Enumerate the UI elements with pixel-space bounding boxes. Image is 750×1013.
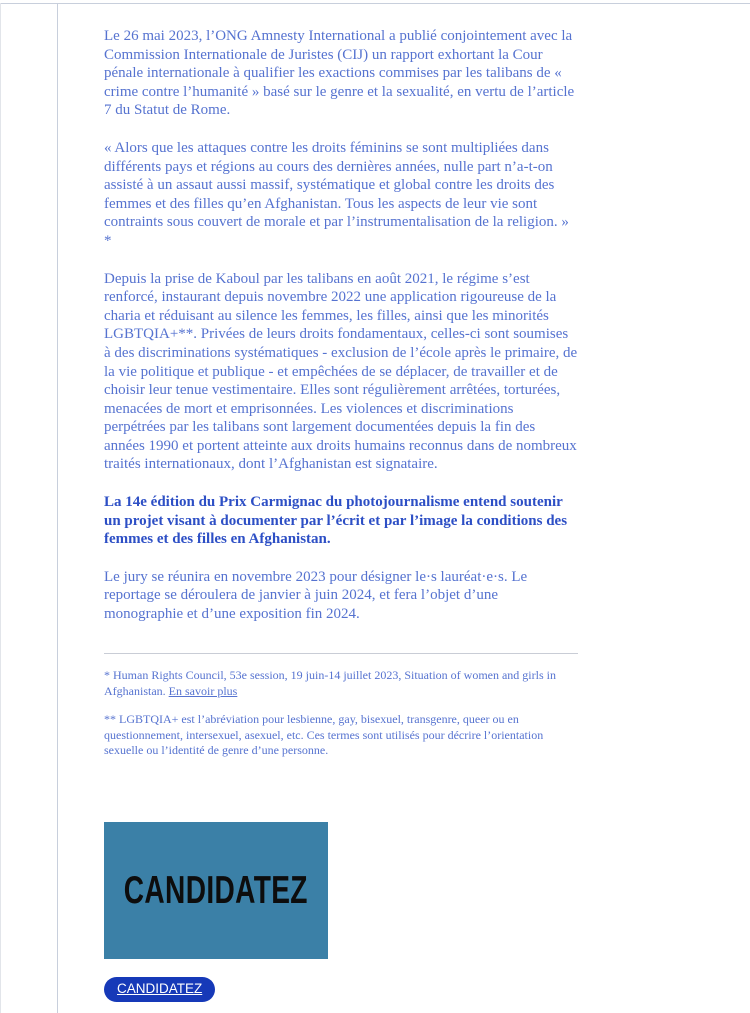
paragraph-quote: « Alors que les attaques contre les droits féminins se sont multipliées dans différents pays et régions au cours des dernières années, nulle part n’a-t-on assisté à un assaut aussi massif, systématique et global contre les droits des femmes et des filles qu’en Afghanistan. Tous les aspects de leur vie sont contraints sous couvert de morale et par l’instrumentalisation de la religion. » *: [104, 139, 569, 249]
en-savoir-plus-link[interactable]: En savoir plus: [168, 683, 238, 698]
candidatez-banner-image[interactable]: [104, 822, 328, 959]
paragraph-jury-schedule: Le jury se réunira en novembre 2023 pour désigner le·s lauréat·e·s. Le reportage se déroulera de janvier à juin 2024, et fera l’objet d’une monographie et d’une exposition fin 2024.: [104, 568, 528, 623]
footnote-2: ** LGBTQIA+ est l’abréviation pour lesbienne, gay, bisexuel, transgenre, queer ou en questionnement, intersexuel, asexuel, etc. Ces termes sont utilisés pour décrire l’orientation sexuelle ou l’identité de genre d’une personne.: [104, 712, 544, 758]
paragraph-prize-announcement: La 14e édition du Prix Carmignac du photojournalisme entend soutenir un projet visant à documenter par l’écrit et par l’image la conditions des femmes et des filles en Afghanistan.: [104, 494, 568, 548]
paragraph-amnesty-report: Le 26 mai 2023, l’ONG Amnesty International a publié conjointement avec la Commission Internationale de Juristes (CIJ) un rapport exhortant la Cour pénale internationale à qualifier les exactions commises par les talibans de « crime contre l’humanité » basé sur le genre et la sexualité, en vertu de l’article 7 du Statut de Rome.: [104, 28, 575, 119]
top-border-line: [0, 3, 750, 4]
window-left-edge: [0, 3, 1, 1013]
footnote-1-text: * Human Rights Council, 53e session, 19 juin-14 juillet 2023, Situation of women and girls in Afghanistan.: [104, 668, 556, 698]
candidatez-button[interactable]: CANDIDATEZ: [104, 977, 215, 1002]
banner-label: CANDIDATEZ: [123, 868, 309, 912]
article-body: [104, 27, 578, 643]
content-left-border: [57, 4, 58, 1013]
paragraph-kaboul-context: Depuis la prise de Kaboul par les talibans en août 2021, le régime s’est renforcé, instaurant depuis novembre 2022 une application rigoureuse de la charia et réduisant au silence les femmes, les filles, ainsi que les minorités LGBTQIA+**. Privées de leurs droits fondamentaux, celles-ci sont soumises à des discriminations systématiques - exclusion de l’école après le primaire, de la vie politique et publique - et empêchées de se déplacer, de travailler et de choisir leur tenue vestimentaire. Elles sont régulièrement arrêtées, torturées, menacées de mort et emprisonnées. Les violences et discriminations perpétrées par les talibans sont largement documentées depuis la fin des années 1990 et portent atteinte aux droits humains reconnus dans de nombreux traités internationaux, dont l’Afghanistan est signataire.: [104, 270, 578, 473]
footnote-divider: [104, 653, 578, 654]
footnote-1: [104, 668, 578, 699]
